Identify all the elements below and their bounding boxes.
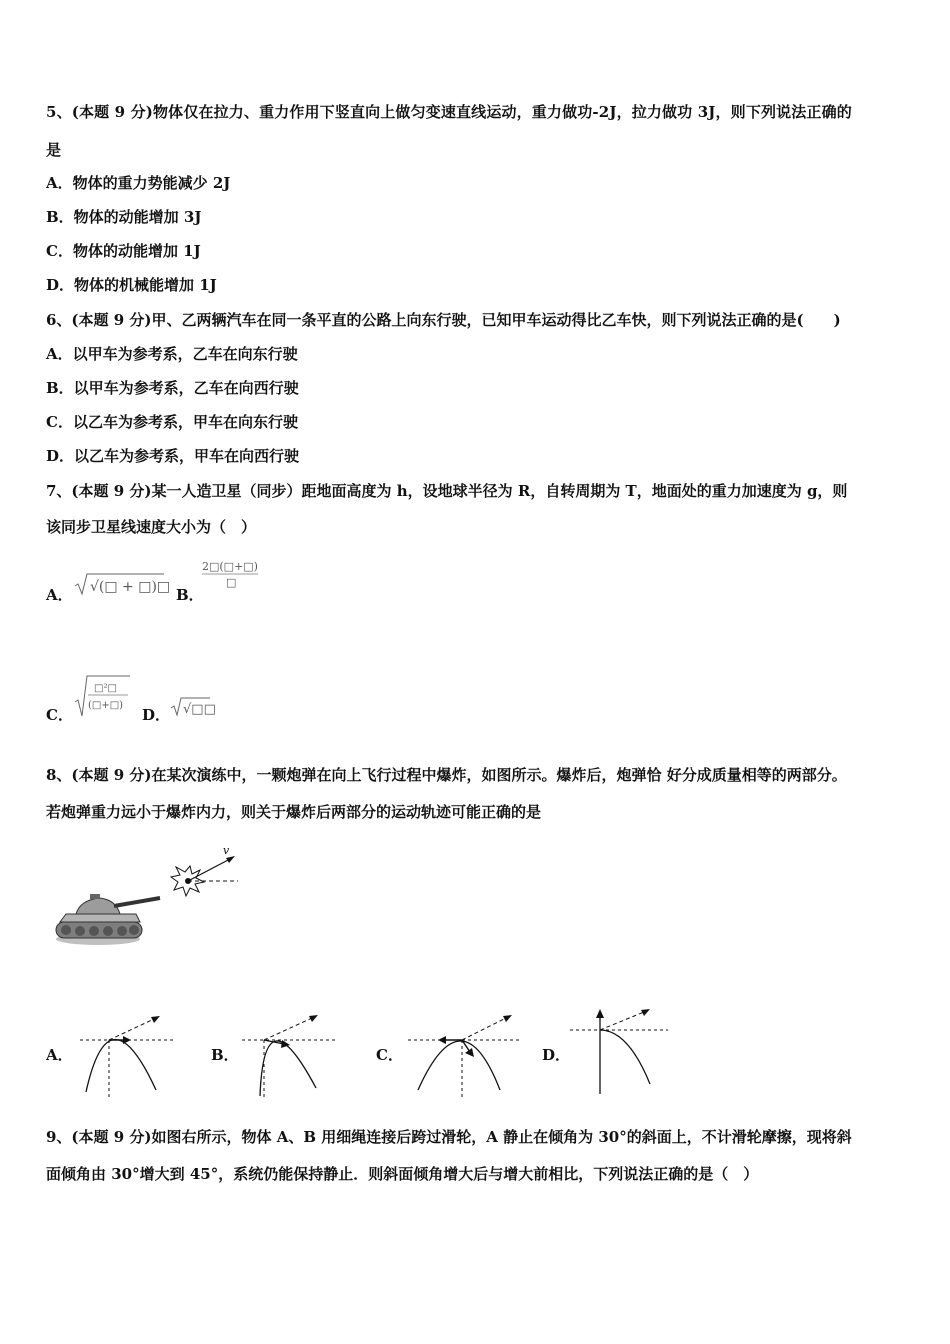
q6-stem: 6、(本题 9 分)甲、乙两辆汽车在同一条平直的公路上向东行驶，已知甲车运动得比乙车快，则下列说法正确的是( ): [46, 311, 841, 329]
q7-stem-line1: 7、(本题 9 分)某一人造卫星（同步）距地面高度为 h，设地球半径为 R，自转周期为 T，地面处的重力加速度为 g，则: [46, 482, 848, 500]
explosion-burst: [171, 866, 204, 896]
q8-label-d: D．: [542, 1046, 571, 1064]
q8-label-b: B．: [211, 1046, 239, 1064]
q6-option-d: D．以乙车为参考系，甲车在向西行驶: [46, 447, 300, 465]
q7-formula-a-text: √(□ + □)□: [90, 579, 171, 595]
q8-option-a-diagram: [76, 1008, 176, 1100]
q7-stem-line2: 该同步卫星线速度大小为（ ）: [46, 518, 257, 536]
q7-label-a: A．: [46, 586, 73, 604]
q7-formula-d: [170, 696, 216, 718]
q7-formula-c-denominator: (□+□): [88, 700, 124, 711]
q9-stem-line1: 9、(本题 9 分)如图右所示，物体 A、B 用细绳连接后跨过滑轮，A 静止在倾角为 30°的斜面上，不计滑轮摩擦，现将斜: [46, 1128, 852, 1146]
q6-option-b: B．以甲车为参考系，乙车在向西行驶: [46, 379, 299, 397]
q8-option-b-diagram: [238, 1008, 338, 1100]
q5-stem-line2: 是: [46, 141, 62, 159]
tank-explosion-figure: [50, 840, 250, 955]
q8-option-d-diagram: [568, 1000, 672, 1096]
q5-option-a: A．物体的重力势能减少 2J: [46, 174, 231, 192]
q7-formula-b-numerator: 2□(□+□): [202, 560, 258, 573]
q5-option-c: C．物体的动能增加 1J: [46, 242, 201, 260]
q8-stem-line1: 8、(本题 9 分)在某次演练中，一颗炮弹在向上飞行过程中爆炸，如图所示。爆炸后，炮弹恰 好分成质量相等的两部分。: [46, 766, 847, 784]
tank-illustration: [56, 894, 160, 945]
q8-label-a: A．: [46, 1046, 73, 1064]
q8-option-c-diagram: [404, 1008, 524, 1100]
q7-formula-c-numerator: □²□: [94, 683, 117, 694]
velocity-label: v: [223, 844, 230, 857]
q6-option-c: C．以乙车为参考系，甲车在向东行驶: [46, 413, 298, 431]
q9-stem-line2: 面倾角由 30°增大到 45°，系统仍能保持静止．则斜面倾角增大后与增大前相比，下列说法正确的是（ ）: [46, 1165, 759, 1183]
q7-formula-b: [200, 558, 262, 592]
q8-label-c: C．: [376, 1046, 403, 1064]
q7-formula-d-text: √□□: [183, 702, 216, 717]
q6-option-a: A．以甲车为参考系，乙车在向东行驶: [46, 345, 298, 363]
q5-option-b: B．物体的动能增加 3J: [46, 208, 202, 226]
q7-label-b: B．: [176, 586, 204, 604]
q7-formula-b-denominator: □: [226, 576, 237, 589]
q7-label-c: C．: [46, 706, 73, 724]
q7-formula-a: [74, 572, 171, 598]
q8-stem-line2: 若炮弹重力远小于爆炸内力，则关于爆炸后两部分的运动轨迹可能正确的是: [46, 803, 542, 821]
q7-label-d: D．: [142, 706, 171, 724]
q5-option-d: D．物体的机械能增加 1J: [46, 276, 217, 294]
q7-formula-c: [74, 674, 132, 718]
q5-stem-line1: 5、(本题 9 分)物体仅在拉力、重力作用下竖直向上做匀变速直线运动，重力做功-2J，拉力做功 3J，则下列说法正确的: [46, 103, 852, 121]
